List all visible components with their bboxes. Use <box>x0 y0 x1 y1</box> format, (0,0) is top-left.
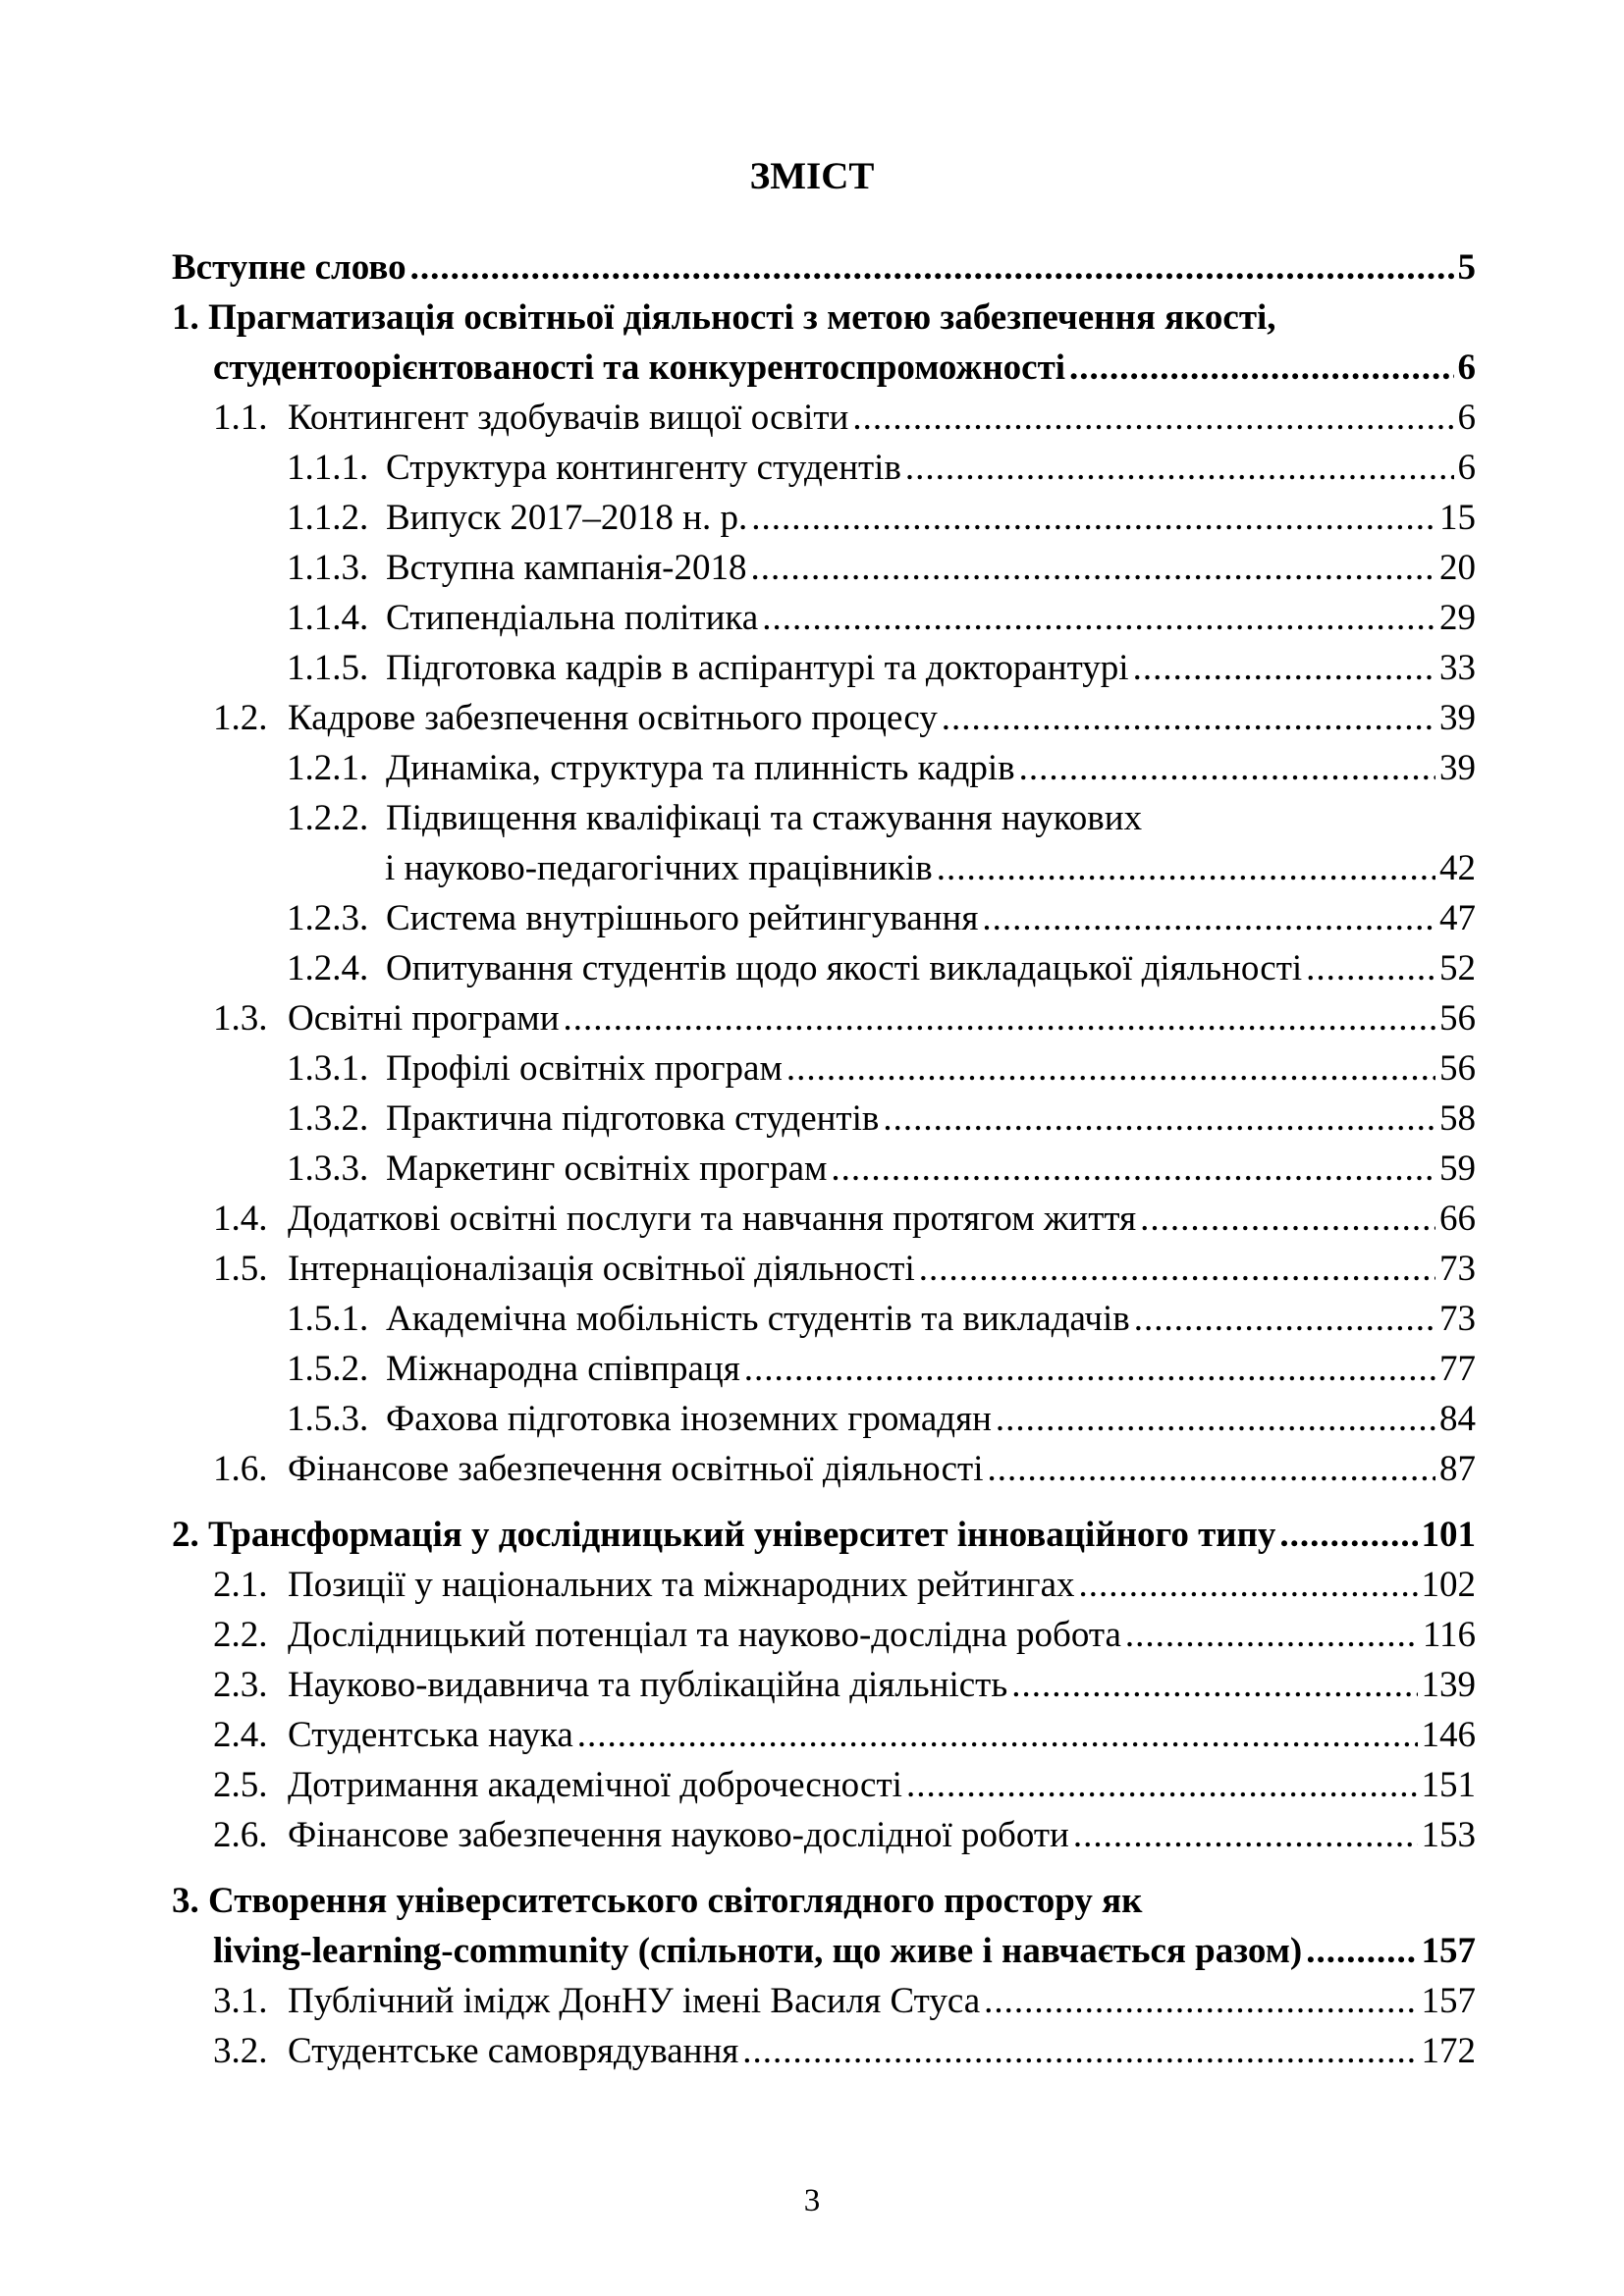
toc-page-number: 77 <box>1439 1349 1476 1389</box>
toc-page-number: 102 <box>1421 1565 1476 1605</box>
toc-leader-dots <box>1306 943 1435 993</box>
toc-page-number: 66 <box>1439 1199 1476 1239</box>
toc-entry-2-1[interactable] <box>172 1560 1476 1610</box>
toc-entry-label: 1. Прагматизація освітньої діяльності з метою забезпечення якості, <box>172 297 1276 338</box>
toc-entry-1-2-2[interactable] <box>172 793 1476 843</box>
toc-entry-label: Динаміка, структура та плинність кадрів <box>386 748 1015 788</box>
toc-entry-number: 1.1.3. <box>287 548 369 588</box>
toc-entry-1-1-3[interactable] <box>172 543 1476 593</box>
toc-leader-dots <box>1019 743 1435 793</box>
toc-entry-label: Міжнародна співпраця <box>386 1349 740 1389</box>
toc-entry-number: 2.1. <box>213 1565 268 1605</box>
toc-entry-number: 1.1.2. <box>287 498 369 538</box>
toc-entry-1-4[interactable] <box>172 1194 1476 1244</box>
toc-leader-dots <box>987 1444 1435 1494</box>
toc-entry-1-3-2[interactable] <box>172 1094 1476 1144</box>
toc-leader-dots <box>1069 343 1453 393</box>
toc-entry-label: Підвищення кваліфікаці та стажування наукових <box>386 798 1143 838</box>
toc-entry-number: 1.1.4. <box>287 598 369 638</box>
toc-entry-label: Фінансове забезпечення освітньої діяльності <box>288 1449 984 1489</box>
toc-entry-number: 1.6. <box>213 1449 268 1489</box>
table-of-contents <box>172 242 1476 2076</box>
toc-entry-label: Контингент здобувачів вищої освіти <box>288 398 849 438</box>
toc-leader-dots <box>750 543 1435 593</box>
toc-page-number: 56 <box>1439 1048 1476 1089</box>
toc-leader-dots <box>982 893 1435 943</box>
page-number: 3 <box>803 2183 821 2218</box>
toc-entry-label: Стипендіальна політика <box>386 598 759 638</box>
toc-leader-dots <box>1140 1194 1435 1244</box>
toc-entry-1-6[interactable] <box>172 1444 1476 1494</box>
toc-section-3-heading-cont[interactable] <box>172 1926 1476 1976</box>
toc-page-number: 73 <box>1439 1299 1476 1339</box>
toc-entry-number: 2.2. <box>213 1615 268 1655</box>
toc-entry-1-5[interactable] <box>172 1244 1476 1294</box>
toc-entry-label: 2. Трансформація у дослідницький університет інноваційного типу <box>172 1515 1276 1555</box>
toc-leader-dots <box>942 693 1435 743</box>
toc-page-number: 73 <box>1439 1249 1476 1289</box>
toc-page-number: 146 <box>1421 1715 1476 1755</box>
toc-entry-label: Публічний імідж ДонНУ імені Василя Стуса <box>288 1981 981 2021</box>
toc-page-number: 52 <box>1439 948 1476 988</box>
toc-entry-label: Додаткові освітні послуги та навчання протягом життя <box>288 1199 1137 1239</box>
toc-page-number: 42 <box>1439 848 1476 888</box>
toc-entry-label: Випуск 2017–2018 н. р. <box>386 498 748 538</box>
toc-leader-dots <box>744 1344 1435 1394</box>
toc-entry-1-2-1[interactable] <box>172 743 1476 793</box>
toc-leader-dots <box>905 443 1454 493</box>
toc-section-3-heading[interactable] <box>172 1876 1476 1926</box>
toc-page-number: 101 <box>1421 1515 1476 1555</box>
toc-entry-number: 2.3. <box>213 1665 268 1705</box>
toc-entry-1-5-1[interactable] <box>172 1294 1476 1344</box>
toc-entry-1-3-3[interactable] <box>172 1144 1476 1194</box>
toc-entry-1-5-3[interactable] <box>172 1394 1476 1444</box>
toc-page-number: 58 <box>1439 1098 1476 1139</box>
toc-entry-number: 1.5. <box>213 1249 268 1289</box>
toc-page-number: 56 <box>1439 998 1476 1039</box>
toc-entry-number: 2.4. <box>213 1715 268 1755</box>
toc-entry-label: Дослідницький потенціал та науково-дослідна робота <box>288 1615 1121 1655</box>
toc-leader-dots <box>906 1760 1418 1810</box>
toc-page-number: 84 <box>1439 1399 1476 1439</box>
toc-leader-dots <box>937 843 1435 893</box>
section-gap <box>172 1860 1476 1876</box>
toc-entry-1-2-2-cont[interactable] <box>172 843 1476 893</box>
toc-entry-1-1-5[interactable] <box>172 643 1476 693</box>
toc-entry-1-2[interactable] <box>172 693 1476 743</box>
toc-entry-label: living-learning-community (спільноти, що живе і навчається разом) <box>213 1931 1303 1971</box>
toc-entry-intro[interactable] <box>172 242 1476 293</box>
toc-page-number: 172 <box>1421 2031 1476 2071</box>
toc-entry-1-1-2[interactable] <box>172 493 1476 543</box>
toc-entry-3-2[interactable] <box>172 2026 1476 2076</box>
toc-entry-1-3-1[interactable] <box>172 1043 1476 1094</box>
toc-page-number: 6 <box>1457 448 1476 488</box>
toc-entry-number: 1.3. <box>213 998 268 1039</box>
toc-leader-dots <box>762 593 1435 643</box>
toc-entry-label: Вступна кампанія-2018 <box>386 548 747 588</box>
toc-page-number: 15 <box>1439 498 1476 538</box>
toc-entry-number: 1.5.3. <box>287 1399 369 1439</box>
toc-entry-number: 1.3.3. <box>287 1148 369 1189</box>
toc-page-number: 47 <box>1439 898 1476 938</box>
toc-entry-number: 3.1. <box>213 1981 268 2021</box>
toc-entry-3-1[interactable] <box>172 1976 1476 2026</box>
toc-entry-label: Маркетинг освітніх програм <box>386 1148 828 1189</box>
toc-entry-number: 1.2.3. <box>287 898 369 938</box>
toc-page-number: 151 <box>1421 1765 1476 1805</box>
toc-entry-label: Науково-видавнича та публікаційна діяльність <box>288 1665 1008 1705</box>
toc-entry-number: 1.1. <box>213 398 268 438</box>
toc-entry-label: і науково-педагогічних працівників <box>385 848 933 888</box>
toc-entry-label: Фінансове забезпечення науково-дослідної роботи <box>288 1815 1069 1855</box>
toc-page-number: 59 <box>1439 1148 1476 1189</box>
toc-entry-label: Опитування студентів щодо якості викладацької діяльності <box>386 948 1303 988</box>
toc-leader-dots <box>751 493 1435 543</box>
toc-section-1-heading-cont[interactable] <box>172 343 1476 393</box>
toc-entry-label: Дотримання академічної доброчесності <box>288 1765 902 1805</box>
toc-entry-label: Студентська наука <box>288 1715 573 1755</box>
toc-page-number: 6 <box>1457 347 1476 388</box>
toc-entry-label: Структура контингенту студентів <box>386 448 901 488</box>
toc-entry-label: Студентське самоврядування <box>288 2031 739 2071</box>
toc-entry-label: Вступне слово <box>172 247 406 288</box>
toc-entry-label: Профілі освітніх програм <box>386 1048 783 1089</box>
toc-page-number: 157 <box>1421 1931 1476 1971</box>
toc-entry-1-1-1[interactable] <box>172 443 1476 493</box>
toc-entry-label: Освітні програми <box>288 998 560 1039</box>
toc-entry-number: 1.5.2. <box>287 1349 369 1389</box>
toc-entry-label: Кадрове забезпечення освітнього процесу <box>288 698 938 738</box>
toc-leader-dots <box>1134 1294 1435 1344</box>
toc-page-number: 5 <box>1457 247 1476 288</box>
toc-entry-label: студентоорієнтованості та конкурентоспроможності <box>213 347 1066 388</box>
toc-entry-label: Підготовка кадрів в аспірантурі та докторантурі <box>386 648 1129 688</box>
toc-entry-2-4[interactable] <box>172 1710 1476 1760</box>
toc-leader-dots <box>852 393 1453 443</box>
toc-entry-label: Фахова підготовка іноземних громадян <box>386 1399 992 1439</box>
toc-entry-label: 3. Створення університетського світоглядного простору як <box>172 1881 1143 1921</box>
toc-entry-label: Система внутрішнього рейтингування <box>386 898 979 938</box>
toc-leader-dots <box>831 1144 1435 1194</box>
toc-page-number: 153 <box>1421 1815 1476 1855</box>
toc-leader-dots <box>1079 1560 1418 1610</box>
toc-entry-label: Практична підготовка студентів <box>386 1098 880 1139</box>
toc-leader-dots <box>742 2026 1417 2076</box>
toc-entry-number: 1.2. <box>213 698 268 738</box>
toc-leader-dots <box>1011 1660 1417 1710</box>
toc-entry-number: 1.1.5. <box>287 648 369 688</box>
toc-page-number: 116 <box>1422 1615 1476 1655</box>
toc-leader-dots <box>1306 1926 1417 1976</box>
toc-entry-number: 1.2.1. <box>287 748 369 788</box>
toc-entry-number: 2.5. <box>213 1765 268 1805</box>
toc-entry-number: 1.4. <box>213 1199 268 1239</box>
toc-entry-1-1-4[interactable] <box>172 593 1476 643</box>
toc-entry-number: 2.6. <box>213 1815 268 1855</box>
toc-entry-2-5[interactable] <box>172 1760 1476 1810</box>
toc-section-1-heading[interactable] <box>172 293 1476 343</box>
toc-entry-1-2-4[interactable] <box>172 943 1476 993</box>
toc-entry-number: 1.2.2. <box>287 798 369 838</box>
toc-page-number: 87 <box>1439 1449 1476 1489</box>
toc-page-number: 139 <box>1421 1665 1476 1705</box>
toc-leader-dots <box>564 993 1435 1043</box>
toc-entry-label: Позиції у національних та міжнародних рейтингах <box>288 1565 1075 1605</box>
toc-leader-dots <box>410 242 1454 293</box>
toc-entry-number: 1.2.4. <box>287 948 369 988</box>
toc-entry-label: Академічна мобільність студентів та викладачів <box>386 1299 1130 1339</box>
toc-page-number: 20 <box>1439 548 1476 588</box>
toc-entry-label: Інтернаціоналізація освітньої діяльності <box>288 1249 915 1289</box>
toc-leader-dots <box>1279 1510 1417 1560</box>
toc-page-number: 6 <box>1457 398 1476 438</box>
page-title: ЗМІСТ <box>749 155 875 197</box>
toc-leader-dots <box>1073 1810 1418 1860</box>
toc-entry-number: 1.3.2. <box>287 1098 369 1139</box>
toc-entry-number: 1.3.1. <box>287 1048 369 1089</box>
toc-entry-2-2[interactable] <box>172 1610 1476 1660</box>
toc-page-number: 33 <box>1439 648 1476 688</box>
toc-leader-dots <box>1133 643 1435 693</box>
toc-leader-dots <box>996 1394 1435 1444</box>
toc-entry-1-5-2[interactable] <box>172 1344 1476 1394</box>
toc-entry-1-1[interactable] <box>172 393 1476 443</box>
toc-section-2-heading[interactable] <box>172 1510 1476 1560</box>
toc-entry-2-3[interactable] <box>172 1660 1476 1710</box>
section-gap <box>172 1494 1476 1510</box>
toc-entry-1-3[interactable] <box>172 993 1476 1043</box>
toc-page-number: 39 <box>1439 748 1476 788</box>
toc-leader-dots <box>984 1976 1417 2026</box>
toc-leader-dots <box>883 1094 1435 1144</box>
toc-entry-number: 3.2. <box>213 2031 268 2071</box>
toc-entry-2-6[interactable] <box>172 1810 1476 1860</box>
toc-leader-dots <box>919 1244 1435 1294</box>
toc-page-number: 29 <box>1439 598 1476 638</box>
toc-page-number: 39 <box>1439 698 1476 738</box>
toc-leader-dots <box>786 1043 1435 1094</box>
toc-entry-1-2-3[interactable] <box>172 893 1476 943</box>
toc-leader-dots <box>1125 1610 1419 1660</box>
toc-page-number: 157 <box>1421 1981 1476 2021</box>
toc-leader-dots <box>577 1710 1418 1760</box>
toc-entry-number: 1.1.1. <box>287 448 369 488</box>
toc-entry-number: 1.5.1. <box>287 1299 369 1339</box>
